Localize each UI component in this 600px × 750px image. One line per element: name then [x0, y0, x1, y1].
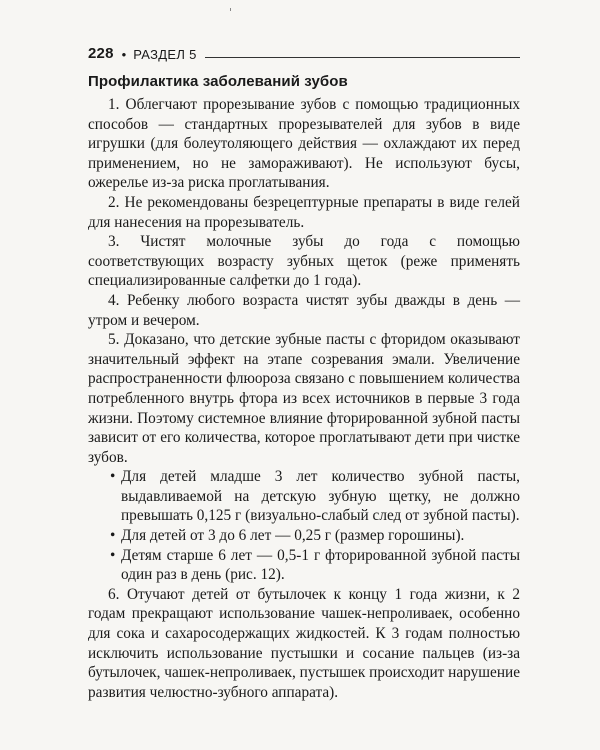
paragraph-5: 5. Доказано, что детские зубные пасты с фторидом оказывают значительный эффект на этапе созревания эмали. Увеличение распространенности флюороза связано с повышением количества потребленного внутрь фтора из всех источников в первые 3 года жизни. Поэтому системное влияние фторированной зубной пасты зависит от его количества, которое проглатывают дети при чистке зубов.: [88, 331, 520, 466]
section-title: Профилактика заболеваний зубов: [88, 73, 348, 90]
paragraph-3: 3. Чистят молочные зубы до года с помощью соответствующих возрасту зубных щеток (реже применять специализированные салфетки до 1 года).: [88, 233, 520, 290]
toothpaste-dosage-list: [88, 467, 520, 585]
list-item: [110, 526, 520, 546]
list-item: [110, 467, 520, 526]
list-bullet: •: [110, 468, 116, 486]
header-rule: [205, 57, 520, 58]
scan-mark: [230, 8, 231, 11]
list-bullet: •: [110, 527, 116, 545]
list-item-text: Для детей младше 3 лет количество зубной пасты, выдавливаемой на детскую зубную щетку, не должно превышать 0,125 г (визуально-слабый след от зубной пасты).: [121, 468, 520, 525]
list-item-text: Детям старше 6 лет — 0,5-1 г фторированной зубной пасты один раз в день (рис. 12).: [121, 546, 520, 584]
page-number: 228: [88, 45, 114, 62]
page-content: [88, 72, 520, 702]
list-item-text: Для детей от 3 до 6 лет — 0,25 г (размер горошины).: [121, 527, 465, 545]
paragraph-4: 4. Ребенку любого возраста чистят зубы дважды в день — утром и вечером.: [88, 291, 520, 329]
list-bullet: •: [110, 546, 116, 564]
list-item: [110, 546, 520, 585]
paragraph-1: 1. Облегчают прорезывание зубов с помощью традиционных способов — стандартных прорезывателей для зубов в виде игрушки (для болеутоляющего действия — охлаждают их перед применением, но не замораживают). Не используют бусы, ожерелье из-за риска проглатывания.: [88, 96, 520, 192]
header-bullet: •: [121, 47, 127, 62]
running-header: [88, 40, 520, 62]
paragraph-6: 6. Отучают детей от бутылочек к концу 1 года жизни, к 2 годам прекращают использование чашек-непроливаек, особенно для сока и сахаросодержащих жидкостей. К 3 годам полностью исключить использование пустышки и сосание пальцев (из-за бутылочек, чашек-непроливаек, пустышек происходит нарушение развития челюстно-зубного аппарата).: [88, 585, 520, 701]
section-label: РАЗДЕЛ 5: [133, 47, 197, 62]
paragraph-2: 2. Не рекомендованы безрецептурные препараты в виде гелей для нанесения на прорезыватель.: [88, 193, 520, 231]
